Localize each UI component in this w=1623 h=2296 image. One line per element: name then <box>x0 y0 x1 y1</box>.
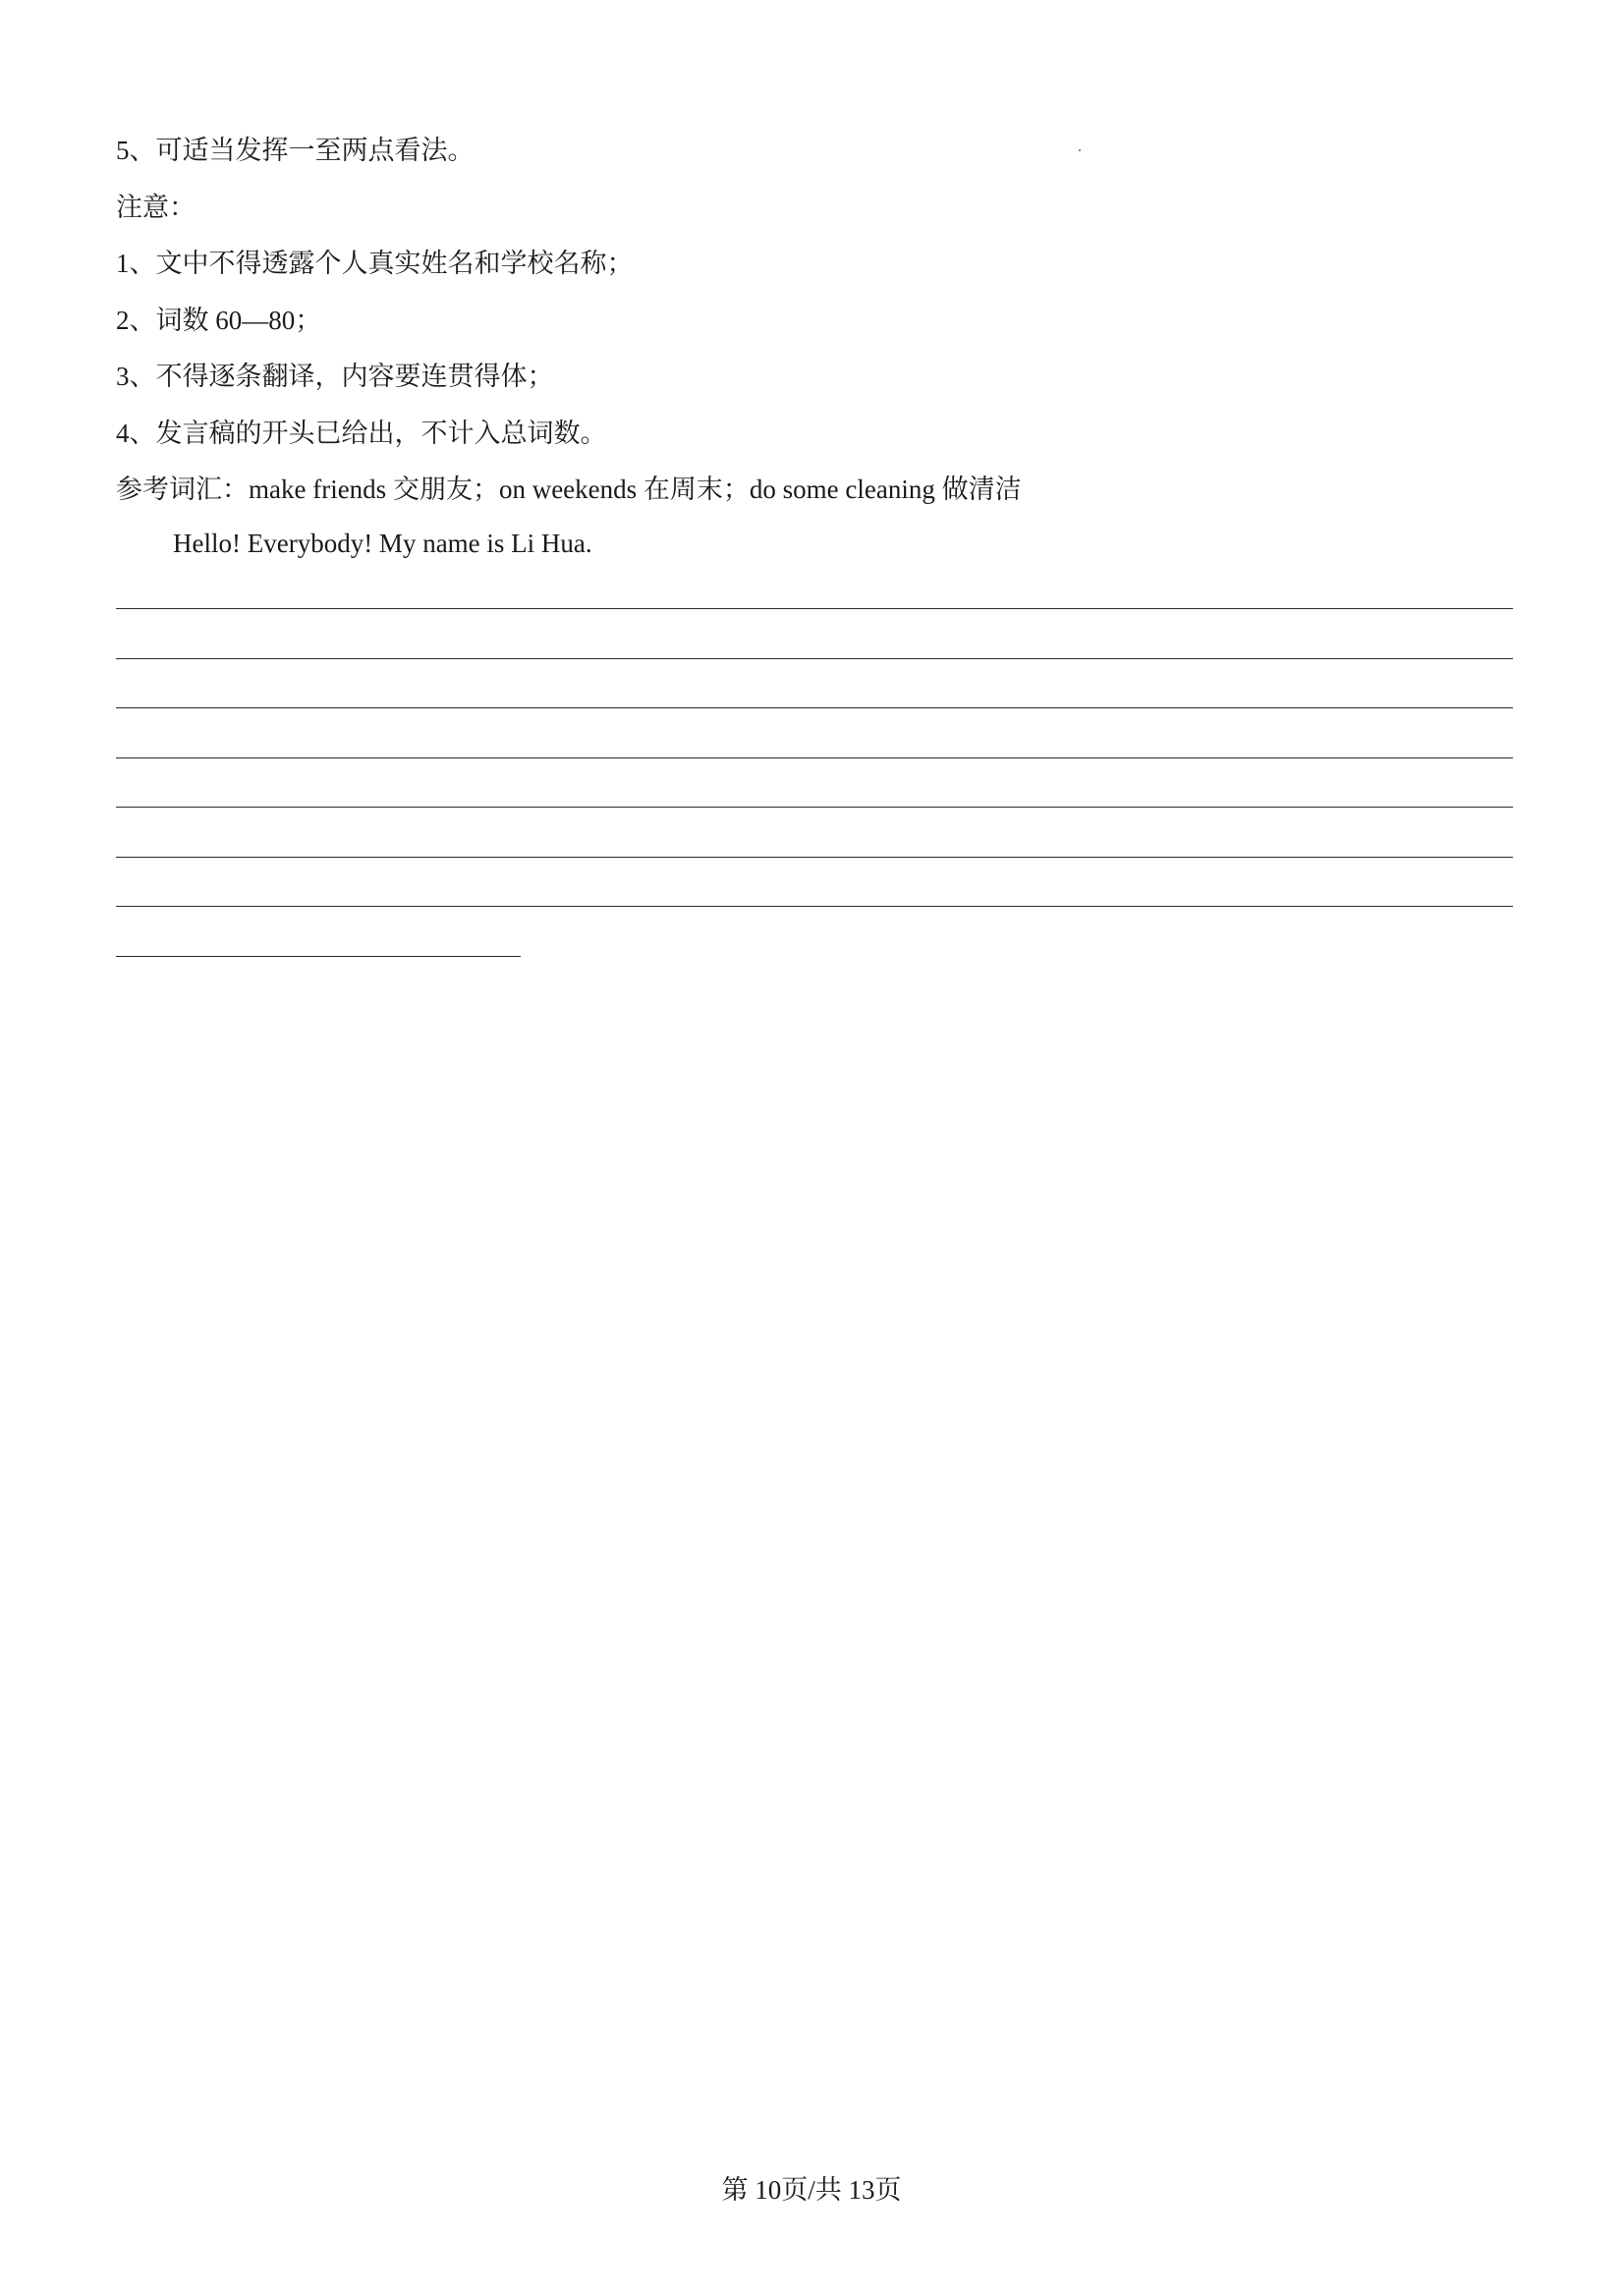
reference-vocabulary: 参考词汇：make friends 交朋友；on weekends 在周末；do some cleaning 做清洁 <box>116 475 1022 504</box>
answer-line[interactable] <box>116 658 1513 659</box>
answer-line[interactable] <box>116 857 1513 858</box>
answer-line[interactable] <box>116 608 1513 609</box>
note-item-3: 3、不得逐条翻译，内容要连贯得体； <box>116 362 554 391</box>
note-item-1: 1、文中不得透露个人真实姓名和学校名称； <box>116 249 634 278</box>
scan-speck <box>1079 149 1081 151</box>
note-item-4: 4、发言稿的开头已给出，不计入总词数。 <box>116 419 607 448</box>
answer-line-short[interactable] <box>116 956 521 957</box>
notes-heading: 注意： <box>116 193 196 222</box>
answer-line[interactable] <box>116 807 1513 808</box>
page-number: 第 10页/共 13页 <box>721 2175 902 2205</box>
answer-line[interactable] <box>116 707 1513 708</box>
speech-opening: Hello! Everybody! My name is Li Hua. <box>173 529 592 558</box>
answer-line[interactable] <box>116 906 1513 907</box>
requirement-item-5: 5、可适当发挥一至两点看法。 <box>116 136 475 165</box>
note-item-2: 2、词数 60—80； <box>116 306 322 335</box>
answer-line[interactable] <box>116 757 1513 758</box>
